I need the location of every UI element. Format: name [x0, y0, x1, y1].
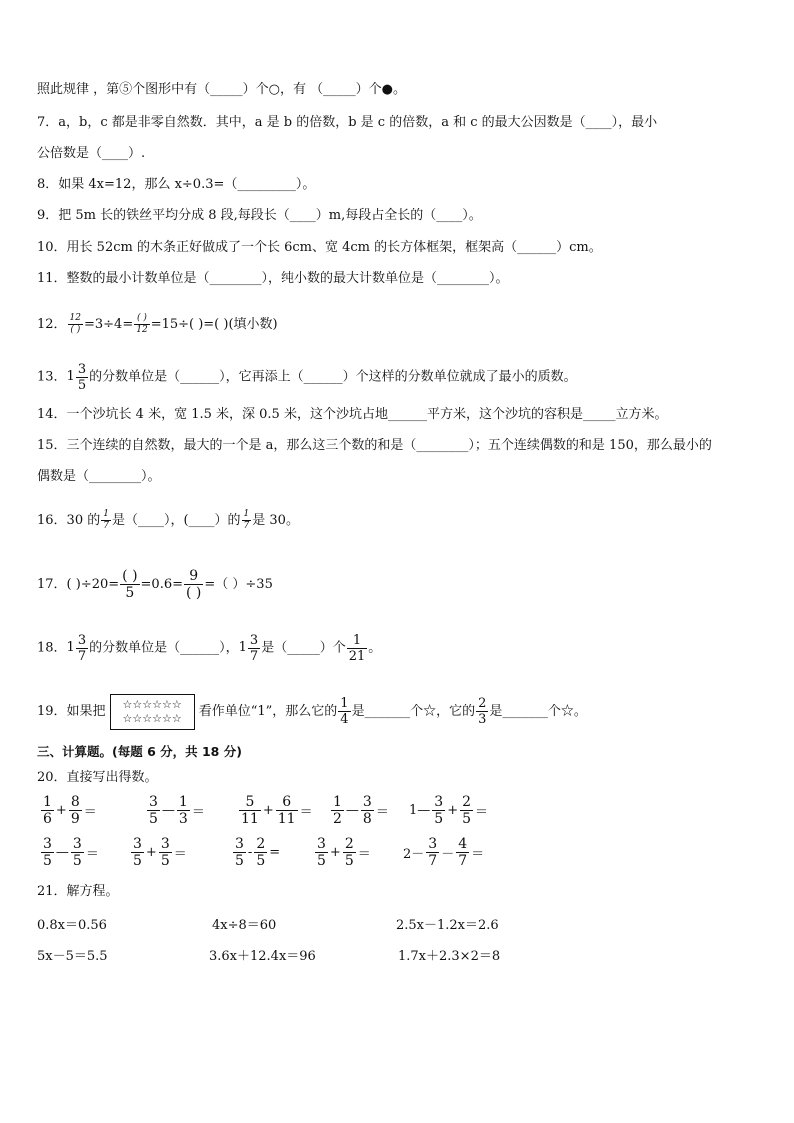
q12: [37, 312, 278, 338]
q21-eq-1: 0.8x＝0.56: [37, 918, 107, 933]
q10: 10．用长 52cm 的木条正好做成了一个长 6cm、宽 4cm 的长方体框架，框架高（______）cm。: [37, 240, 602, 255]
q12-tail: =15÷( )=( )(填小数): [150, 317, 278, 332]
q18: 18．1 $\frac{3}{7}$ 的分数单位是（______），1 $\frac{3}{7}$ 是（_____）个 $\frac{1}{21}$ 。: [37, 632, 382, 664]
q18-frac2: $\frac{3}{7}$: [249, 632, 259, 664]
q21-eq-4: 5x－5＝5.5: [37, 949, 108, 964]
q21-eq-3: 2.5x－1.2x＝2.6: [396, 918, 499, 933]
q13: 13．1 $\frac{3}{5}$ 的分数单位是（______），它再添上（______）个这样的分数单位就成了最小的质数。: [37, 361, 577, 393]
q12-frac2: $\frac{( )}{12}$: [136, 313, 148, 335]
q12-mid: =3÷4=: [84, 317, 134, 332]
q20-r1-c3: $\frac{5}{11}$ + $\frac{6}{11}$ ＝: [241, 794, 313, 827]
q15-line1: 15．三个连续的自然数，最大的一个是 a，那么这三个数的和是（________）；五个连续偶数的和是 150，那么最小的: [37, 438, 712, 453]
q17-frac1: $\frac{( )}{5}$: [122, 568, 138, 601]
q20-r1-c2: $\frac{3}{5}$ — $\frac{1}{3}$ ＝: [149, 794, 205, 827]
q21-eq-6: 1.7x＋2.3×2＝8: [398, 949, 501, 964]
q7-line1: 7．a，b，c 都是非零自然数．其中，a 是 b 的倍数，b 是 c 的倍数，a 和 c 的最大公因数是（____），最小: [37, 115, 658, 130]
q6-tail: 照此规律 ，第⑤个图形中有（_____）个○，有 （_____）个●。: [37, 82, 406, 97]
q19: 19．如果把 ☆☆☆☆☆☆ ☆☆☆☆☆☆ 看作单位“1”，那么它的 $\frac{1}{4}$ 是_______个☆，它的 $\frac{2}{3}$ 是_______个☆。: [37, 690, 587, 734]
q12-frac1: $\frac{12}{( )}$: [69, 313, 81, 335]
q20-r1-c1: $\frac{1}{6}$ + $\frac{8}{9}$ ＝: [43, 794, 97, 827]
q20-title: 20．直接写出得数。: [37, 770, 158, 785]
q16-frac2: $\frac{1}{7}$: [243, 509, 250, 531]
q7-line2: 公倍数是（____）.: [37, 146, 146, 161]
q18-frac3: $\frac{1}{21}$: [348, 632, 366, 664]
q21-title: 21．解方程。: [37, 884, 119, 899]
q21-eq-5: 3.6x＋12.4x＝96: [209, 949, 316, 964]
q16-frac1: $\frac{1}{7}$: [103, 509, 109, 531]
q17-frac2: $\frac{9}{( )}$: [186, 568, 202, 601]
q20-r1-c5: 1— $\frac{3}{5}$ + $\frac{2}{5}$ ＝: [409, 794, 489, 827]
q9: 9．把 5m 长的铁丝平均分成 8 段,每段长（____）m,每段占全长的（____）。: [37, 208, 482, 223]
q12-number: 12．: [37, 317, 67, 332]
q19-frac1: $\frac{1}{4}$: [340, 696, 349, 727]
q20-r2-c1: $\frac{3}{5}$ — $\frac{3}{5}$ ＝: [43, 836, 99, 869]
q20-r2-c2: $\frac{3}{5}$ + $\frac{3}{5}$ ＝: [133, 836, 187, 869]
q16: 16．30 的 $\frac{1}{7}$ 是（____），(____）的 $\frac{1}{7}$ 是 30。: [37, 509, 299, 531]
q19-frac2: $\frac{2}{3}$: [478, 696, 487, 727]
q20-r2-c5: 2－ $\frac{3}{7}$ － $\frac{4}{7}$ ＝: [403, 836, 485, 869]
section-3-heading: 三、计算题。(每题 6 分，共 18 分): [37, 744, 242, 759]
q11: 11．整数的最小计数单位是（________），纯小数的最大计数单位是（________）。: [37, 271, 509, 286]
q20-r2-c4: $\frac{3}{5}$ + $\frac{2}{5}$ ＝: [317, 836, 371, 869]
q18-frac1: $\frac{3}{7}$: [77, 632, 87, 664]
q20-r2-c3: $\frac{3}{5}$ - $\frac{2}{5}$ =: [235, 836, 281, 869]
q21-eq-2: 4x÷8＝60: [212, 918, 277, 933]
star-box: ☆☆☆☆☆☆ ☆☆☆☆☆☆: [110, 694, 195, 730]
q15-line2: 偶数是（________）。: [37, 469, 161, 484]
q20-r1-c4: $\frac{1}{2}$ — $\frac{3}{8}$ ＝: [333, 794, 389, 827]
q14: 14．一个沙坑长 4 米，宽 1.5 米，深 0.5 米，这个沙坑占地______平方米，这个沙坑的容积是_____立方米。: [37, 407, 668, 422]
q17: 17．( )÷20= $\frac{( )}{5}$ =0.6= $\frac{9}{( )}$ =（ ）÷35: [37, 568, 273, 601]
q13-frac: $\frac{3}{5}$: [77, 361, 87, 393]
q8: 8．如果 4x=12，那么 x÷0.3=（_________）。: [37, 177, 316, 192]
